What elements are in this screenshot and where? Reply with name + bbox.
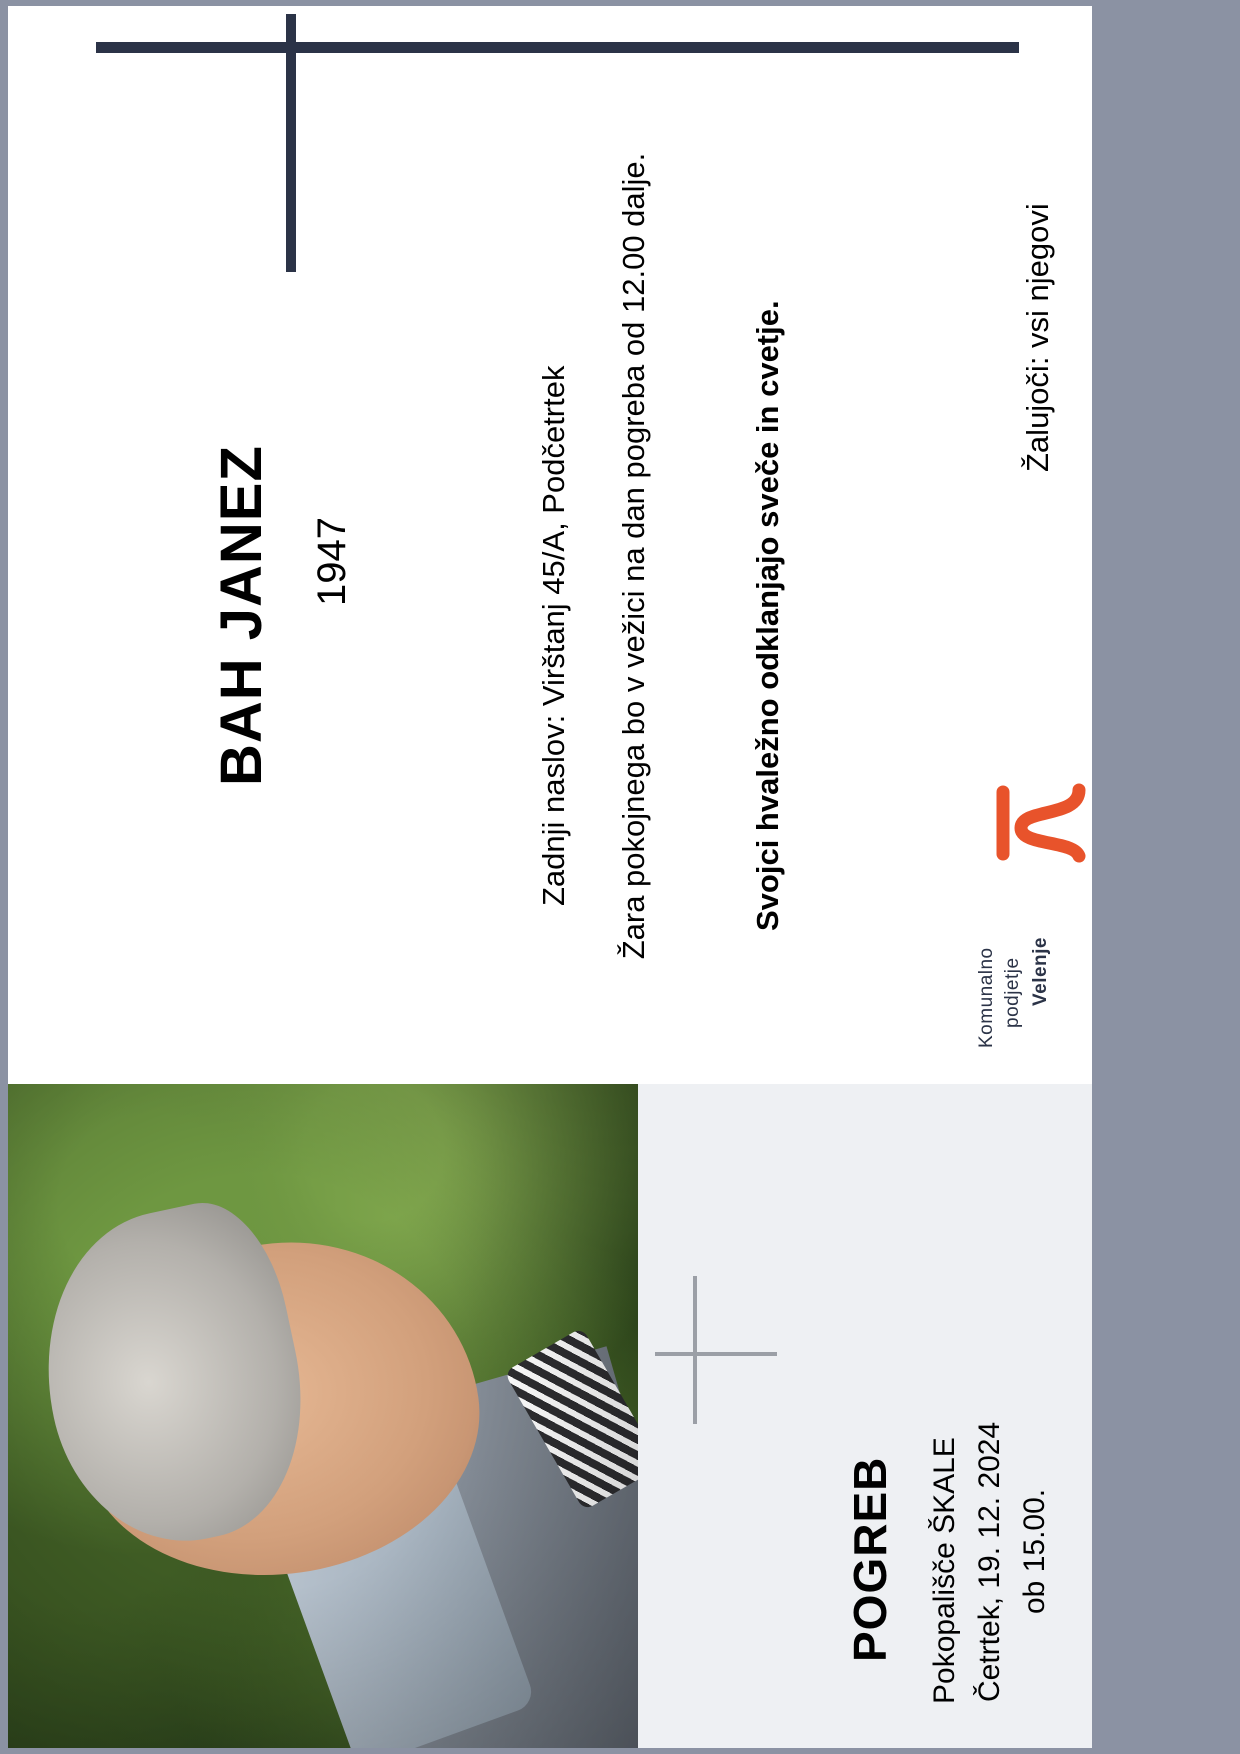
funeral-info-panel: [638, 1084, 1092, 1748]
logo-text-line3: Velenje: [1030, 937, 1051, 1006]
deceased-year: 1947: [310, 517, 354, 606]
logo-text-line1: Komunalno: [976, 947, 997, 1048]
funeral-heading: POGREB: [844, 1456, 896, 1662]
last-address-line: Zadnji naslov: Virštanj 45/A, Podčetrtek: [536, 365, 571, 906]
memorial-cross-horizontal-icon: [96, 42, 1019, 53]
small-cross-horizontal-icon: [655, 1352, 777, 1356]
deceased-name: BAH JANEZ: [209, 445, 274, 786]
funeral-place: Pokopališče ŠKALE: [928, 1437, 961, 1704]
obituary-card: [8, 6, 1092, 1748]
funeral-date: Četrtek, 19. 12. 2024: [973, 1421, 1006, 1702]
komunalno-podjetje-velenje-logo-icon: [993, 778, 1089, 868]
logo-text-line2: podjetje: [1002, 957, 1023, 1028]
funeral-time: ob 15.00.: [1018, 1488, 1051, 1614]
small-cross-vertical-icon: [693, 1276, 697, 1424]
photo-vignette: [8, 1084, 638, 1748]
urn-info-line: Žara pokojnega bo v vežici na dan pogreba od 12.00 dalje.: [616, 152, 651, 960]
flowers-declined-line: Svojci hvaležno odklanjajo sveče in cvetje.: [750, 300, 785, 931]
mourners-line: Žalujoči: vsi njegovi: [1020, 203, 1055, 472]
deceased-photo: [8, 1084, 638, 1748]
